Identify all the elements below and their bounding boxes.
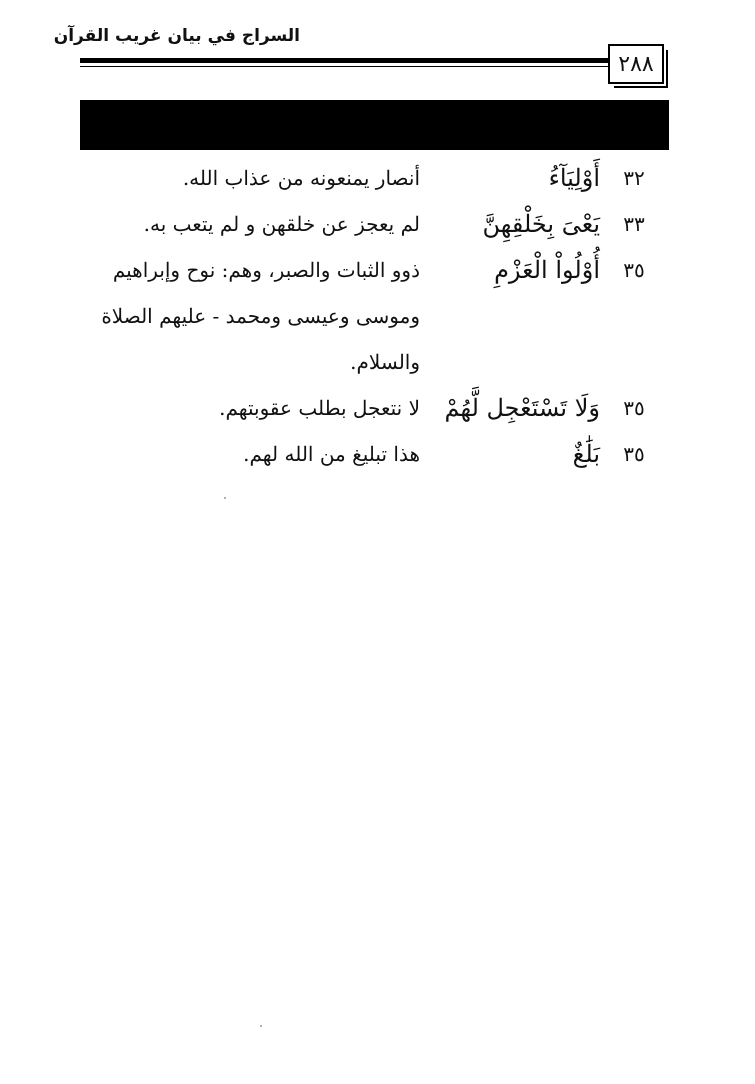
quranic-word: وَلَا تَسْتَعْجِل لَّهُمْ bbox=[444, 394, 600, 422]
verse-number: ٣٢ bbox=[623, 166, 645, 190]
word-meaning: لا نتعجل بطلب عقوبتهم. bbox=[219, 396, 420, 420]
word-meaning: أنصار يمنعونه من عذاب الله. bbox=[182, 166, 420, 190]
page-number: ٢٨٨ bbox=[608, 44, 664, 84]
verse-number: ٣٥ bbox=[623, 442, 645, 466]
header-rule-thin bbox=[80, 66, 608, 67]
header-rule-thick bbox=[80, 58, 608, 63]
glossary-entry bbox=[80, 431, 660, 477]
scan-speck bbox=[224, 497, 226, 499]
glossary-entry bbox=[80, 201, 660, 247]
table-header-band bbox=[80, 100, 669, 150]
book-title: السراج في بيان غريب القرآن bbox=[53, 26, 300, 46]
verse-number: ٣٥ bbox=[623, 396, 645, 420]
quranic-word: بَلَٰغٌ bbox=[572, 440, 600, 468]
quranic-word: أَوْلِيَآءُ bbox=[548, 164, 600, 192]
word-meaning: هذا تبليغ من الله لهم. bbox=[243, 442, 420, 466]
glossary-entry bbox=[80, 155, 660, 201]
verse-number: ٣٣ bbox=[623, 212, 645, 236]
quranic-word: يَعْىَ بِخَلْقِهِنَّ bbox=[482, 210, 600, 238]
glossary-entry bbox=[80, 247, 660, 385]
glossary-list bbox=[80, 155, 660, 477]
quranic-word: أُوْلُواْ الْعَزْمِ bbox=[494, 256, 600, 284]
glossary-entry bbox=[80, 385, 660, 431]
word-meaning: لم يعجز عن خلقهن و لم يتعب به. bbox=[143, 212, 420, 236]
verse-number: ٣٥ bbox=[623, 258, 645, 282]
scan-speck bbox=[260, 1025, 262, 1027]
word-meaning: ذوو الثبات والصبر، وهم: نوح وإبراهيم وموسى وعيسى ومحمد - عليهم الصلاة والسلام. bbox=[101, 258, 420, 374]
